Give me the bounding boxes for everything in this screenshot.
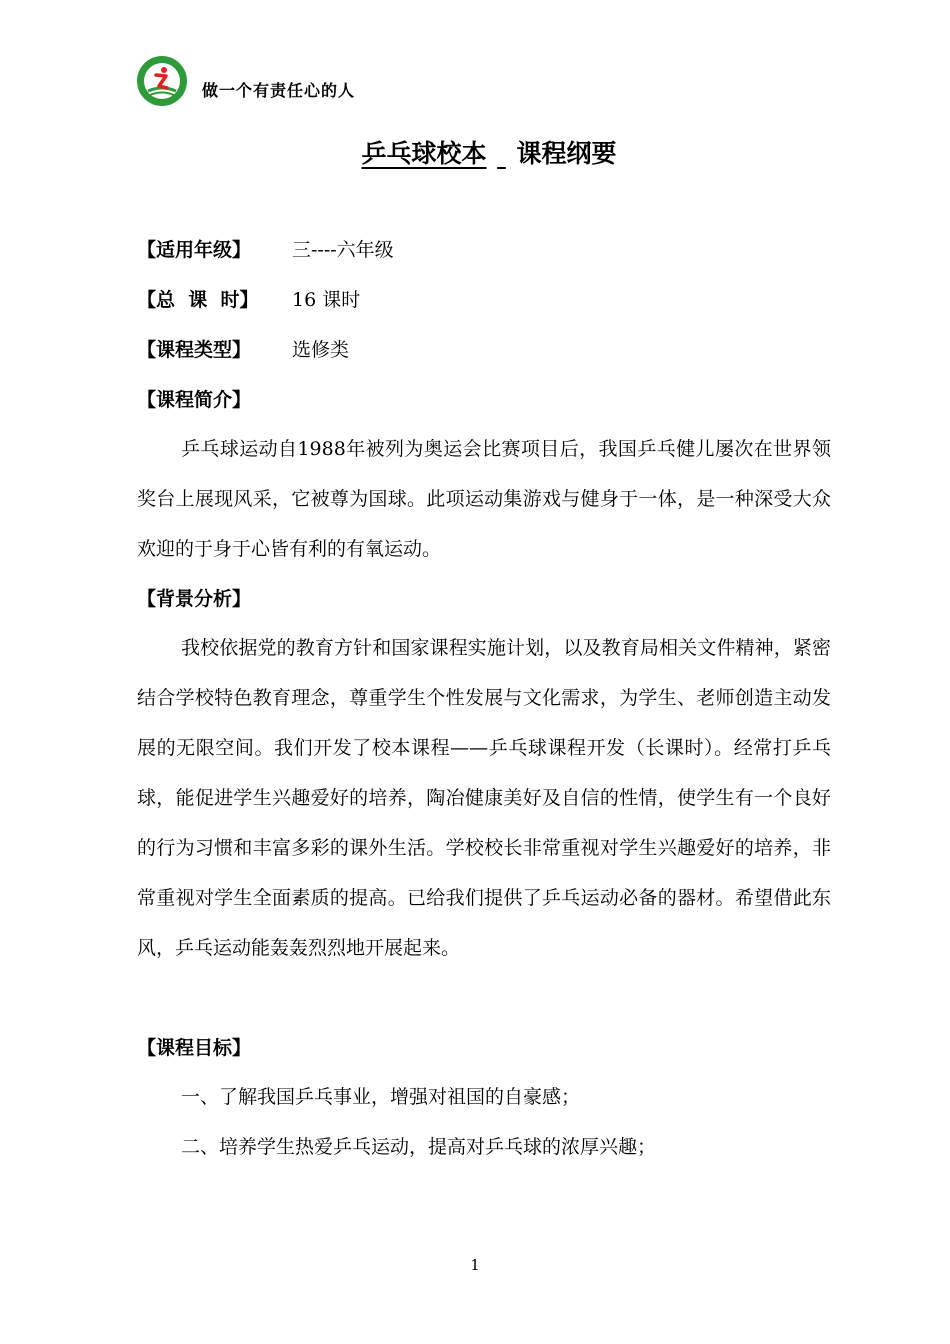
field-type xyxy=(137,335,349,365)
field-grade xyxy=(137,235,394,265)
page-number: 1 xyxy=(470,1256,480,1274)
goal-item: 一、了解我国乒乓事业，增强对祖国的自豪感； xyxy=(181,1086,581,1108)
field-value: 选修类 xyxy=(292,339,350,361)
background-paragraph: 我校依据党的教育方针和国家课程实施计划，以及教育局相关文件精神，紧密结合学校特色教育理念，尊重学生个性发展与文化需求，为学生、老师创造主动发展的无限空间。我们开发了校本课程——乒乓球课程开发（长课时）。经常打乒乓球，能促进学生兴趣爱好的培养，陶冶健康美好及自信的性情，使学生有一个良好的行为习惯和丰富多彩的课外生活。学校校长非常重视对学生兴趣爱好的培养，非常重视对学生全面素质的提高。已给我们提供了乒乓运动必备的器材。希望借此东风，乒乓运动能轰轰烈烈地开展起来。 xyxy=(137,637,831,959)
field-hours xyxy=(137,285,360,315)
field-label: 【适用年级】 xyxy=(137,239,252,261)
goal-item: 二、培养学生热爱乒乓运动，提高对乒乓球的浓厚兴趣； xyxy=(181,1136,657,1158)
title-suffix: 课程纲要 xyxy=(516,139,617,168)
school-logo-icon xyxy=(136,55,188,107)
field-value: 三----六年级 xyxy=(292,239,394,261)
field-value: 16 课时 xyxy=(292,289,361,311)
school-motto: 做一个有责任心的人 xyxy=(202,81,356,100)
section-heading-intro: 【课程简介】 xyxy=(137,389,252,411)
intro-paragraph: 乒乓球运动自1988年被列为奥运会比赛项目后，我国乒乓健儿屡次在世界领奖台上展现风采，它被尊为国球。此项运动集游戏与健身于一体，是一种深受大众欢迎的于身于心皆有利的有氧运动。 xyxy=(137,438,831,560)
section-heading-goals: 【课程目标】 xyxy=(137,1037,252,1059)
title-underline-gap xyxy=(487,139,517,168)
page-title xyxy=(0,134,950,170)
section-heading-background: 【背景分析】 xyxy=(137,588,252,610)
field-label: 【课程类型】 xyxy=(137,339,252,361)
field-label: 【总 课 时】 xyxy=(137,289,259,311)
title-subject: 乒乓球校本 xyxy=(361,139,487,168)
